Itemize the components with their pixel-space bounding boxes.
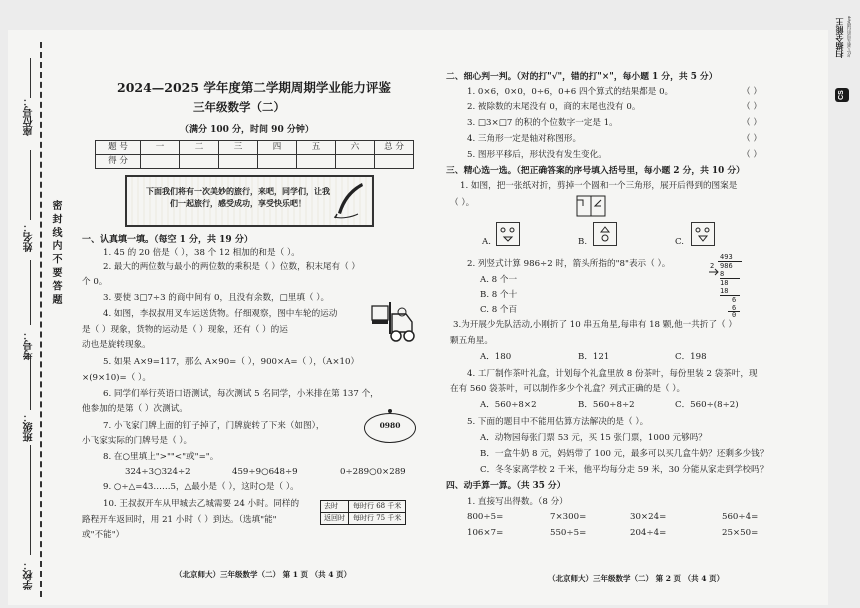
binding-label-examno: 考号： — [24, 330, 35, 360]
mental-math-item: 7×300= — [550, 512, 587, 522]
exam-subtitle: 三年级数学（二） — [193, 100, 285, 114]
score-cell[interactable] — [180, 155, 219, 169]
s3-q1-line1: 1. 如图，把一张纸对折，剪掉一个圆和一个三角形，展开后得到的图案是 — [460, 181, 738, 191]
s1-q10-line1: 10. 王叔叔开车从甲城去乙城需要 24 小时。同样的 — [103, 499, 300, 509]
s1-q7-line1: 7. 小飞家门牌上面的钉子掉了，门牌旋转了下来（如图）， — [103, 421, 325, 431]
s1-q7-line2: 小飞家实际的门牌号是（ ）。 — [82, 436, 193, 446]
exam-meta: （满分 100 分，时间 90 分钟） — [180, 125, 314, 135]
division-step: 18 — [720, 279, 729, 287]
score-cell[interactable] — [375, 155, 414, 169]
s1-q4-line1: 4. 如图，李叔叔用叉车运送货物。仔细观察，图中车轮的运动 — [103, 309, 338, 319]
score-row-label: 得 分 — [96, 155, 141, 169]
section2-heading: 二、细心判一判。（对的打"√"，错的打"×"，每小题 1 分，共 5 分） — [446, 72, 718, 82]
s2-answer-paren[interactable]: （ ） — [742, 118, 762, 128]
division-step: 6 — [732, 304, 737, 312]
s4-sub: 1. 直接写出得数。（8 分） — [467, 497, 568, 507]
mental-math-item: 204÷4= — [630, 528, 667, 538]
travel-row-value: 每时行 75 千米 — [349, 512, 406, 524]
s3-q3-opt-a[interactable]: A．180 — [480, 352, 512, 362]
binding-label-class: 班级： — [24, 412, 35, 442]
s3-q1-opt-c[interactable]: C. — [675, 237, 685, 247]
division-rule — [720, 295, 740, 296]
s1-q6-line1: 6. 同学们举行英语口语测试，每次测试 5 名同学，小米排在第 137 个， — [103, 389, 379, 399]
forklift-icon — [368, 300, 418, 344]
s3-q1-opt-b[interactable]: B. — [578, 237, 588, 247]
s3-q4-line1: 4. 工厂制作茶叶礼盒，计划每个礼盒里放 8 份茶叶，每份里装 2 袋茶叶，现 — [467, 369, 758, 379]
travel-row-value: 每时行 68 千米 — [349, 501, 406, 513]
seal-text: 密 封 线 内 不 要 答 题 — [50, 200, 61, 305]
option-c-face-icon — [691, 222, 715, 246]
s1-q6-line2: 他参加的是第（ ）次测试。 — [82, 404, 188, 414]
intro-banner-text: 下面我们将有一次美妙的旅行，来吧，同学们，让我们一起旅行，感受成功，享受快乐吧！ — [146, 186, 330, 209]
s1-q5-line1: 5. 如果 A×9=117，那么 A×90=（ ），900×A=（ ），（A×10） — [103, 357, 360, 367]
s1-q2-line1: 2. 最大的两位数与最小的两位数的乘积是（ ）位数，积末尾有（ ） — [103, 262, 361, 272]
s3-q5-opt-c[interactable]: C．冬冬家离学校 2 千米，他平均每分走 59 米，30 分能从家走到学校吗？ — [480, 465, 769, 475]
binding-label-school: 学校： — [24, 560, 35, 590]
score-header-cell: 二 — [180, 141, 219, 155]
s3-q1-line2: （ ）。 — [450, 198, 475, 208]
s3-q4-opt-a[interactable]: A．560÷8×2 — [480, 400, 537, 410]
s1-q4-line3: 动也是旋转现象。 — [82, 340, 151, 350]
s3-q3-line2: 颗五角星。 — [450, 336, 493, 346]
s3-q2: 2. 列竖式计算 986÷2 时，箭头所指的"8"表示（ ）。 — [467, 259, 671, 269]
door-plate-number: 0980 — [379, 421, 401, 430]
long-division-figure — [708, 253, 744, 317]
footer-right: （北京师大）三年级数学（二） 第 2 页 （共 4 页） — [548, 574, 725, 583]
s2-answer-paren[interactable]: （ ） — [742, 134, 762, 144]
score-cell[interactable] — [336, 155, 375, 169]
s1-q10-line3: 或"不能"） — [82, 530, 125, 540]
s1-q8-item2: 459÷9○648÷9 — [232, 467, 298, 477]
s3-q2-opt-c[interactable]: C. 8 个百 — [480, 305, 518, 315]
s2-item: 3. □3×□7 的积的个位数字一定是 1。 — [467, 118, 618, 128]
score-cell[interactable] — [258, 155, 297, 169]
score-table — [95, 140, 414, 169]
s3-q1-opt-a[interactable]: A. — [482, 237, 491, 247]
mental-math-item: 30×24= — [630, 512, 667, 522]
score-header-cell: 题 号 — [96, 141, 141, 155]
mental-math-item: 800÷5= — [467, 512, 504, 522]
folded-paper-icon — [575, 194, 611, 218]
score-header-cell: 五 — [297, 141, 336, 155]
door-plate — [364, 413, 416, 443]
s3-q5-opt-a[interactable]: A．动物园每张门票 53 元，买 15 张门票，1000 元够吗？ — [480, 433, 707, 443]
division-dividend: 986 — [720, 262, 733, 270]
section4-heading: 四、动手算一算。（共 35 分） — [446, 481, 566, 491]
s3-q3-opt-c[interactable]: C．198 — [675, 352, 707, 362]
intro-banner — [125, 175, 374, 227]
exam-title: 2024—2025 学年度第二学期周期学业能力评鉴 — [117, 80, 391, 95]
s1-q4-line2: 是（ ）现象，货物的运动是（ ）现象，还有（ ）的运 — [82, 325, 288, 335]
score-header-cell: 总 分 — [375, 141, 414, 155]
s3-q2-opt-b[interactable]: B. 8 个十 — [480, 290, 518, 300]
s1-q2-line2: 个 0。 — [82, 277, 108, 287]
s1-q1: 1. 45 的 20 倍是（ ），38 个 12 相加的和是（ ）。 — [103, 248, 300, 258]
scanner-brand: 扫描全能王 — [835, 18, 844, 58]
division-divisor: 2 — [710, 262, 715, 270]
mental-math-item: 25×50= — [722, 528, 759, 538]
s2-item: 2. 被除数的末尾没有 0，商的末尾也没有 0。 — [467, 102, 641, 112]
score-cell[interactable] — [219, 155, 258, 169]
score-header-cell: 三 — [219, 141, 258, 155]
division-step: 8 — [720, 270, 725, 278]
right-page — [430, 0, 830, 608]
division-step: 18 — [720, 287, 729, 295]
s1-q10-line2: 路程开车返回时，用 21 小时（ ）到达。（选填"能" — [82, 515, 277, 525]
s2-item: 4. 三角形一定是轴对称图形。 — [467, 134, 582, 144]
s2-answer-paren[interactable]: （ ） — [742, 150, 762, 160]
travel-row-label: 去时 — [321, 501, 349, 513]
s3-q5-opt-b[interactable]: B．一盒牛奶 8 元，妈妈带了 100 元，最多可以买几盒牛奶？还剩多少钱？ — [480, 449, 769, 459]
score-cell[interactable] — [141, 155, 180, 169]
section1-heading: 一、认真填一填。（每空 1 分，共 19 分） — [82, 235, 253, 245]
scanner-tagline: 3亿人都在用的扫描App — [846, 16, 851, 58]
s1-q8-item1: 324÷3○324÷2 — [125, 467, 191, 477]
mental-math-item: 560÷4= — [722, 512, 759, 522]
s3-q4-line2: 在有 560 袋茶叶，可以制作多少个礼盒？列式正确的是（ ）。 — [450, 384, 686, 394]
score-header-cell: 六 — [336, 141, 375, 155]
score-header-cell: 四 — [258, 141, 297, 155]
s1-q9: 9. ○÷△=43……5，△最小是（ ），这时○是（ ）。 — [103, 482, 299, 492]
score-cell[interactable] — [297, 155, 336, 169]
s1-q8: 8. 在○里填上">""<"或"="。 — [103, 452, 219, 462]
s1-q5-line2: ×(9×10)=（ ）。 — [82, 373, 151, 383]
scanner-badge-icon: CS — [835, 88, 849, 102]
s3-q3-opt-b[interactable]: B．121 — [578, 352, 610, 362]
scanner-watermark — [834, 12, 854, 102]
travel-speed-table — [320, 500, 406, 525]
division-quotient: 493 — [720, 253, 733, 261]
s2-item: 1. 0×6，0×0，0÷6，0+6 四个算式的结果都是 0。 — [467, 87, 674, 97]
travel-row-label: 返回时 — [321, 512, 349, 524]
score-header-cell: 一 — [141, 141, 180, 155]
s3-q2-opt-a[interactable]: A. 8 个一 — [480, 275, 518, 285]
arrow-icon — [708, 267, 720, 277]
division-step: 0 — [732, 311, 737, 319]
door-plate-nail — [388, 409, 392, 413]
division-step: 6 — [732, 296, 737, 304]
s1-q3: 3. 要使 3□7÷3 的商中间有 0，且没有余数，□里填（ ）。 — [103, 293, 330, 303]
section3-heading: 三、精心选一选。（把正确答案的序号填入括号里，每小题 2 分，共 10 分） — [446, 166, 745, 176]
s2-answer-paren[interactable]: （ ） — [742, 87, 762, 97]
s3-q4-opt-b[interactable]: B．560÷8÷2 — [578, 400, 635, 410]
option-b-face-icon — [593, 222, 617, 246]
binding-label-name: 姓名： — [24, 222, 35, 252]
s3-q4-opt-c[interactable]: C．560÷(8÷2) — [675, 400, 739, 410]
s1-q8-item3: 0÷289○0×289 — [340, 467, 406, 477]
s3-q3-line1: 3.为开展少先队活动,小刚折了 10 串五角星,每串有 18 颗,他一共折了（ ） — [453, 320, 737, 330]
footer-left: （北京师大）三年级数学（二） 第 1 页 （共 4 页） — [175, 570, 352, 579]
mental-math-item: 550÷5= — [550, 528, 587, 538]
s2-item: 5. 图形平移后，形状没有发生变化。 — [467, 150, 607, 160]
s3-q5: 5. 下面的题目中不能用估算方法解决的是（ ）。 — [467, 417, 649, 427]
binding-label-seat: 座位号： — [24, 96, 35, 136]
option-a-face-icon — [496, 222, 520, 246]
quill-pen-icon — [332, 181, 366, 219]
mental-math-item: 106×7= — [467, 528, 504, 538]
s2-answer-paren[interactable]: （ ） — [742, 102, 762, 112]
